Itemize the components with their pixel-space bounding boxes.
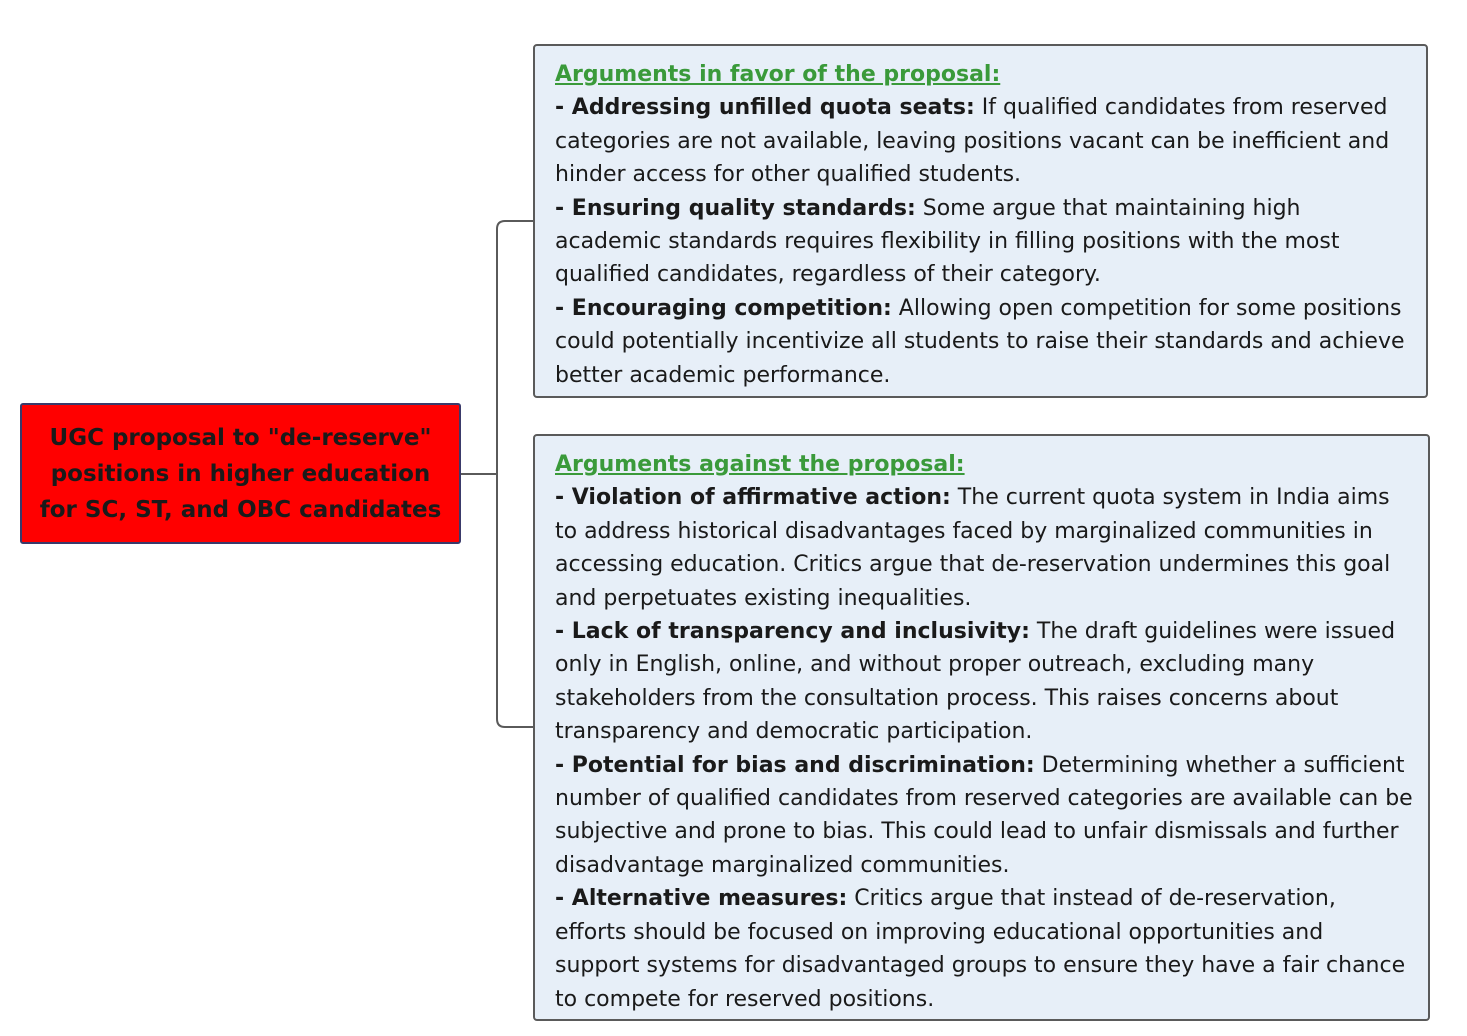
argument-item (555, 481, 1414, 615)
argument-title: - Ensuring quality standards: (555, 195, 916, 221)
arguments-against-node[interactable] (533, 434, 1430, 1021)
argument-item (555, 882, 1414, 1016)
argument-text: The draft guidelines were issued only in English, online, and without proper outreach, excluding many stakeholders from the consultation process. This raises concerns about transparency and democratic participation. (555, 619, 1396, 745)
argument-item (555, 292, 1412, 392)
arguments-for-heading: Arguments in favor of the proposal: (555, 62, 1001, 87)
argument-item (555, 91, 1412, 191)
arguments-for-node[interactable] (533, 44, 1428, 398)
argument-title: - Lack of transparency and inclusivity: (555, 619, 1030, 645)
argument-item (555, 615, 1414, 749)
argument-title: - Addressing unfilled quota seats: (555, 95, 975, 121)
connector-line-lower (497, 474, 533, 727)
arguments-against-heading: Arguments against the proposal: (555, 452, 965, 477)
argument-title: - Alternative measures: (555, 886, 848, 912)
connector-line-upper (497, 221, 533, 474)
argument-text: Allowing open competition for some positions could potentially incentivize all students to raise their standards and achieve better academic performance. (555, 295, 1405, 388)
argument-item (555, 749, 1414, 883)
argument-text: Determining whether a sufficient number of qualified candidates from reserved categories are available can be subjective and prone to bias. This could lead to unfair dismissals and further disadvantage marginalized communities. (555, 752, 1413, 878)
argument-text: The current quota system in India aims to address historical disadvantages faced by marginalized communities in accessing education. Critics argue that de-reservation undermines this goal and perpetuates existing inequalities. (555, 485, 1391, 611)
argument-text: Critics argue that instead of de-reservation, efforts should be focused on improving educational opportunities and support systems for disadvantaged groups to ensure they have a fair chance to compete for reserved positions. (555, 886, 1406, 1012)
argument-title: - Encouraging competition: (555, 295, 892, 321)
argument-text: If qualified candidates from reserved categories are not available, leaving positions vacant can be inefficient and hinder access for other qualified students. (555, 95, 1390, 188)
argument-title: - Potential for bias and discrimination: (555, 752, 1035, 778)
central-topic-node[interactable] (20, 403, 461, 544)
argument-text: Some argue that maintaining high academic standards requires flexibility in filling positions with the most qualified candidates, regardless of their category. (555, 195, 1340, 288)
central-topic-title: UGC proposal to "de-reserve" positions in higher education for SC, ST, and OBC candidates (39, 424, 442, 523)
argument-title: - Violation of affirmative action: (555, 485, 951, 511)
argument-item (555, 192, 1412, 292)
